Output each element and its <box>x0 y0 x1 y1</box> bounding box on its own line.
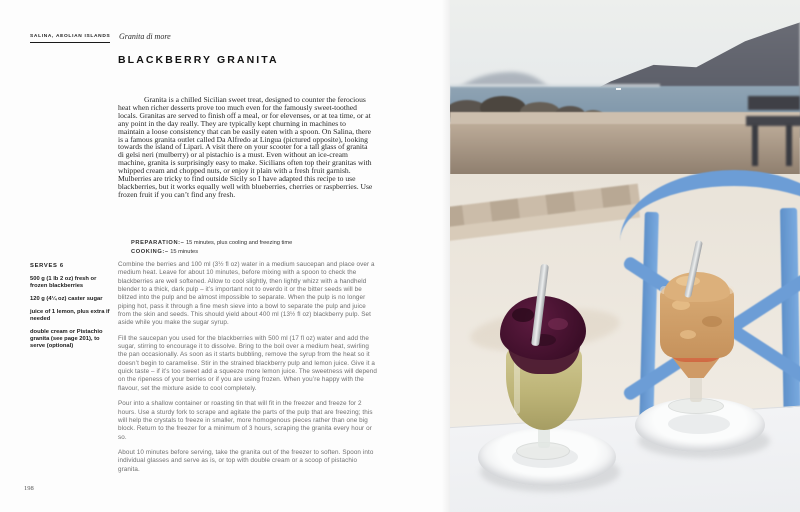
recipe-title: BLACKBERRY GRANITA <box>118 54 279 66</box>
chair-post <box>780 208 800 436</box>
recipe-intro: Granita is a chilled Sicilian sweet treat, designed to counter the ferocious heat when richer desserts prove too much even for the famously sweet-toothed locals. Granitas are served to finish off a meal, or for elevenses, or at tea time, or at any point in the day really. They are typically kept churning in machines to maintain a loose consistency that can be easily eaten with a spoon. On Salina, there is a famous granita outlet called Da Alfredo at Lingua (pictured opposite), looking towards the island of Lipari. A visit there on your scooter for a tall glass of granita di gelsi neri (mulberry) or al pistachio is a must. Even without an ice-cream machine, granita is surprisingly easy to make. Sicilians often top their granitas with whipped cream and chopped nuts, or enjoy it plain with a fresh fruit garnish. Mulberries are tricky to find outside Sicily so I have adapted this recipe to use blackberries, but it works equally well with blueberries, cherries or raspberries. Use frozen fruit if you can’t find any fresh. <box>118 95 373 199</box>
ingredient-item: 120 g (4¼ oz) caster sugar <box>30 295 103 302</box>
timings-block <box>131 239 292 256</box>
cooking-time: COOKING:– 15 minutes <box>131 248 199 255</box>
ingredient-item: double cream or Pistachio granita (see page 201), to serve (optional) <box>30 328 103 349</box>
method-paragraph: Combine the berries and 100 ml (3½ fl oz) water in a medium saucepan and place over a medium heat. Leave for about 10 minutes, before mixing with a spoon to check the blackberries are well softened. Allow to cool slightly, then lightly whizz with a handheld blender to a thick, dark pulp – it’s important not to overdo it or the bitter seeds will be blitzed into the pulp and be almost impossible to separate. When the pulp is no longer piping hot, pass it through a fine mesh sieve into a bowl to separate the pulp and juice from the skin and seeds. This should yield about 400 ml (13½ fl oz) blackberry pulp. Set aside while you make the sugar syrup. <box>118 261 375 327</box>
saucer-well <box>668 414 730 434</box>
photo-granita-terrace-scene <box>450 0 800 512</box>
italian-recipe-name: Granita di more <box>119 32 171 41</box>
granita-texture <box>548 318 568 330</box>
granita-texture <box>702 316 722 327</box>
granita-texture <box>512 308 534 322</box>
page-number: 198 <box>24 485 34 492</box>
method-steps <box>118 261 377 481</box>
location-kicker: SALINA, AEOLIAN ISLANDS <box>30 34 110 43</box>
ingredient-item: juice of 1 lemon, plus extra if needed <box>30 308 110 322</box>
preparation-time: PREPARATION:– 15 minutes, plus cooling and freezing time <box>131 240 293 246</box>
method-paragraph: Pour into a shallow container or roasting tin that will fit in the freezer and freeze for 2 hours. Use a sturdy fork to scrape and agitate the parts of the pulp that are freezing; this will help the crystals to freeze in smaller, more homogenous pieces rather than one big block. Return to the freezer for a minimum of 3 hours, scraping the granita every hour or so. <box>118 400 373 441</box>
ingredients-sidebar <box>30 263 114 356</box>
method-paragraph: About 10 minutes before serving, take the granita out of the freezer to soften. Spoon into individual glasses and serve as is, or top with double cream or a scoop of pistachio granita. <box>118 448 374 473</box>
serves-label: SERVES 6 <box>30 263 64 269</box>
granita-texture <box>680 330 696 339</box>
method-paragraph: Fill the saucepan you used for the blackberries with 500 ml (17 fl oz) water and add the sugar, stirring to encourage it to dissolve. Bring to the boil over a medium heat, swirling the pan occasionally. As soon as it starts bubbling, remove the syrup from the heat so it doesn’t begin to caramelise. Stir in the strained blackberry pulp and lemon juice. Give it a quick taste – if it’s too sweet add a squeeze more lemon juice. The sweetness will depend on the ripeness of your berries or if you are using frozen. When you’re happy with the flavour, set the mixture aside to cool completely. <box>118 334 377 392</box>
ingredient-item: 500 g (1 lb 2 oz) fresh or frozen blackberries <box>30 276 97 290</box>
